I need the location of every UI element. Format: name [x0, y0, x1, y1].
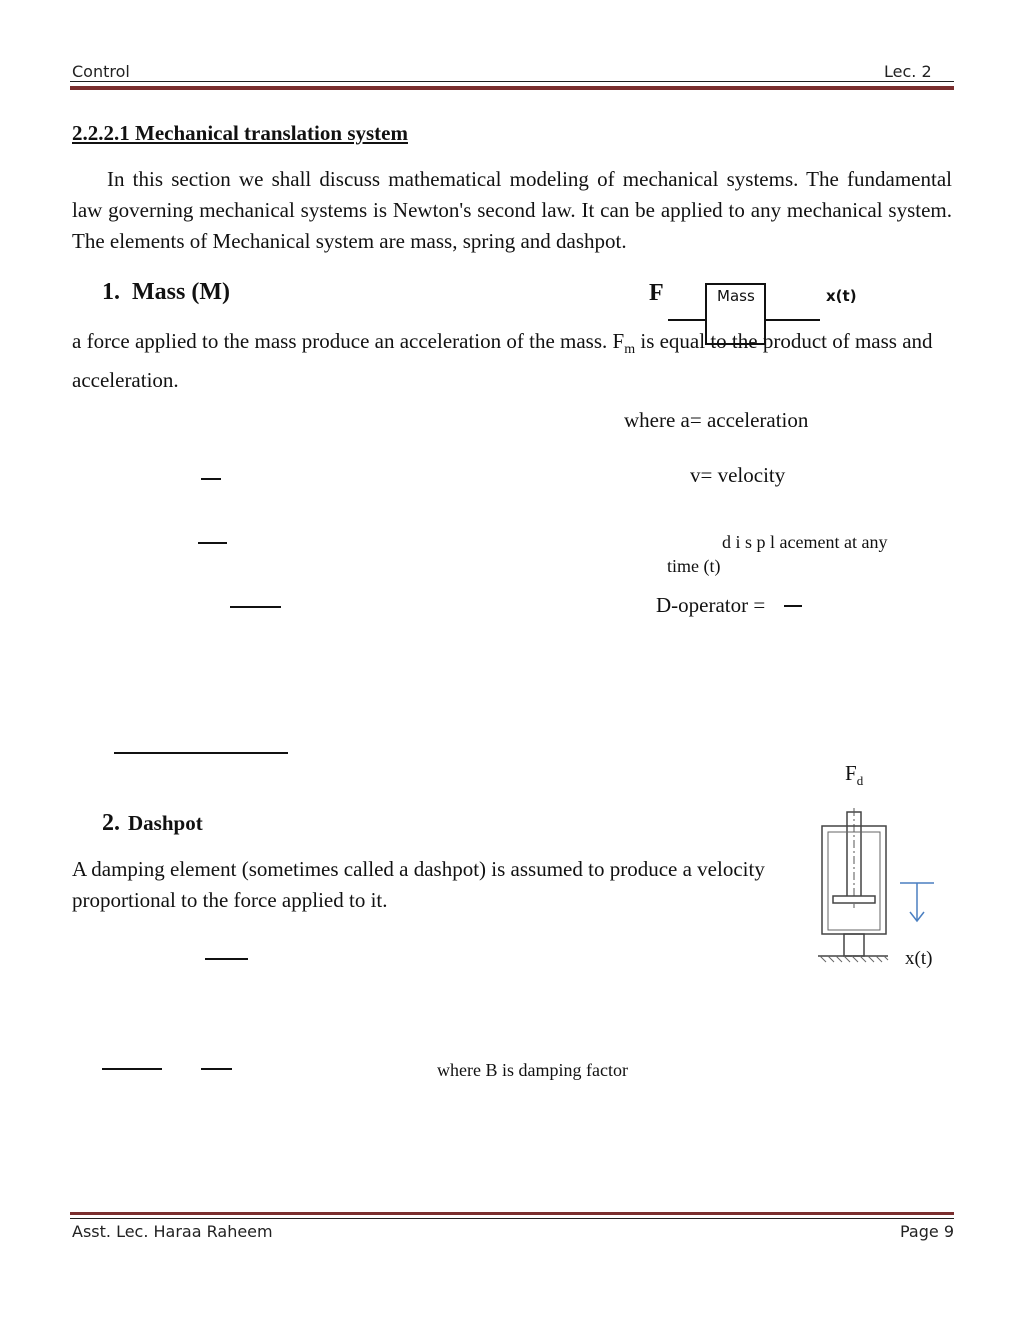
footer-rule-thick	[70, 1212, 954, 1215]
dashpot-heading	[102, 810, 203, 837]
header-rule-thin	[70, 81, 954, 82]
def-velocity: v= velocity	[690, 463, 786, 487]
mass-box-label: Mass	[717, 287, 755, 305]
dashpot-disp-label: x(t)	[905, 948, 933, 969]
mass-force-label: F	[649, 280, 664, 306]
eq-frac-2	[198, 542, 227, 544]
header-right: Lec. 2	[884, 62, 932, 81]
dashpot-title: Dashpot	[128, 811, 203, 835]
eq-frac-6	[102, 1068, 162, 1070]
mass-number: 1.	[102, 279, 120, 305]
dashpot-paragraph: A damping element (sometimes called a dashpot) is assumed to produce a velocity proportional to the force applied to it.	[72, 857, 765, 912]
dashpot-diagram	[812, 808, 942, 968]
eq-frac-4	[114, 752, 288, 754]
section-title: 2.2.2.1 Mechanical translation system	[72, 121, 408, 145]
footer-rule-thin	[70, 1218, 954, 1219]
mass-title: Mass (M)	[132, 279, 230, 305]
eq-frac-1	[201, 478, 221, 480]
eq-frac-5	[205, 958, 248, 960]
dashpot-force-f: F	[845, 761, 857, 785]
dashpot-base	[844, 934, 864, 956]
mass-paragraph	[72, 326, 942, 396]
dashpot-force-label	[845, 761, 863, 789]
d-operator-frac	[784, 605, 802, 607]
piston-head	[833, 896, 875, 903]
def-d-operator	[656, 593, 765, 618]
def-acceleration: where a= acceleration	[624, 408, 809, 432]
def-displacement: d i s p l acement at any	[722, 532, 888, 552]
intro-paragraph: In this section we shall discuss mathematical modeling of mechanical systems. The fundamental law governing mechanical systems is Newton's second law. It can be applied to any mechanical system. The elements of Mechanical system are mass, spring and dashpot.	[72, 167, 952, 253]
d-operator-label: D-operator =	[656, 593, 766, 617]
header-rule-thick	[70, 86, 954, 90]
eq-frac-3	[230, 606, 281, 608]
mass-text-b: is equal to the product of mass and acceleration.	[72, 329, 933, 393]
mass-text-sub: m	[624, 342, 636, 358]
def-displacement-time: time (t)	[667, 556, 721, 576]
mass-text-a: a force applied to the mass produce an acceleration of the mass. F	[72, 329, 625, 353]
header-left: Control	[72, 62, 130, 81]
dashpot-force-sub: d	[856, 773, 864, 789]
mass-heading	[102, 279, 230, 306]
footer-right: Page 9	[900, 1222, 954, 1241]
eq-frac-7	[201, 1068, 232, 1070]
dashpot-number: 2.	[102, 810, 120, 836]
mass-disp-label: x(t)	[826, 287, 857, 305]
damping-note: where B is damping factor	[437, 1060, 628, 1080]
footer-left: Asst. Lec. Haraa Raheem	[72, 1222, 273, 1241]
ground-hatch	[820, 956, 888, 962]
